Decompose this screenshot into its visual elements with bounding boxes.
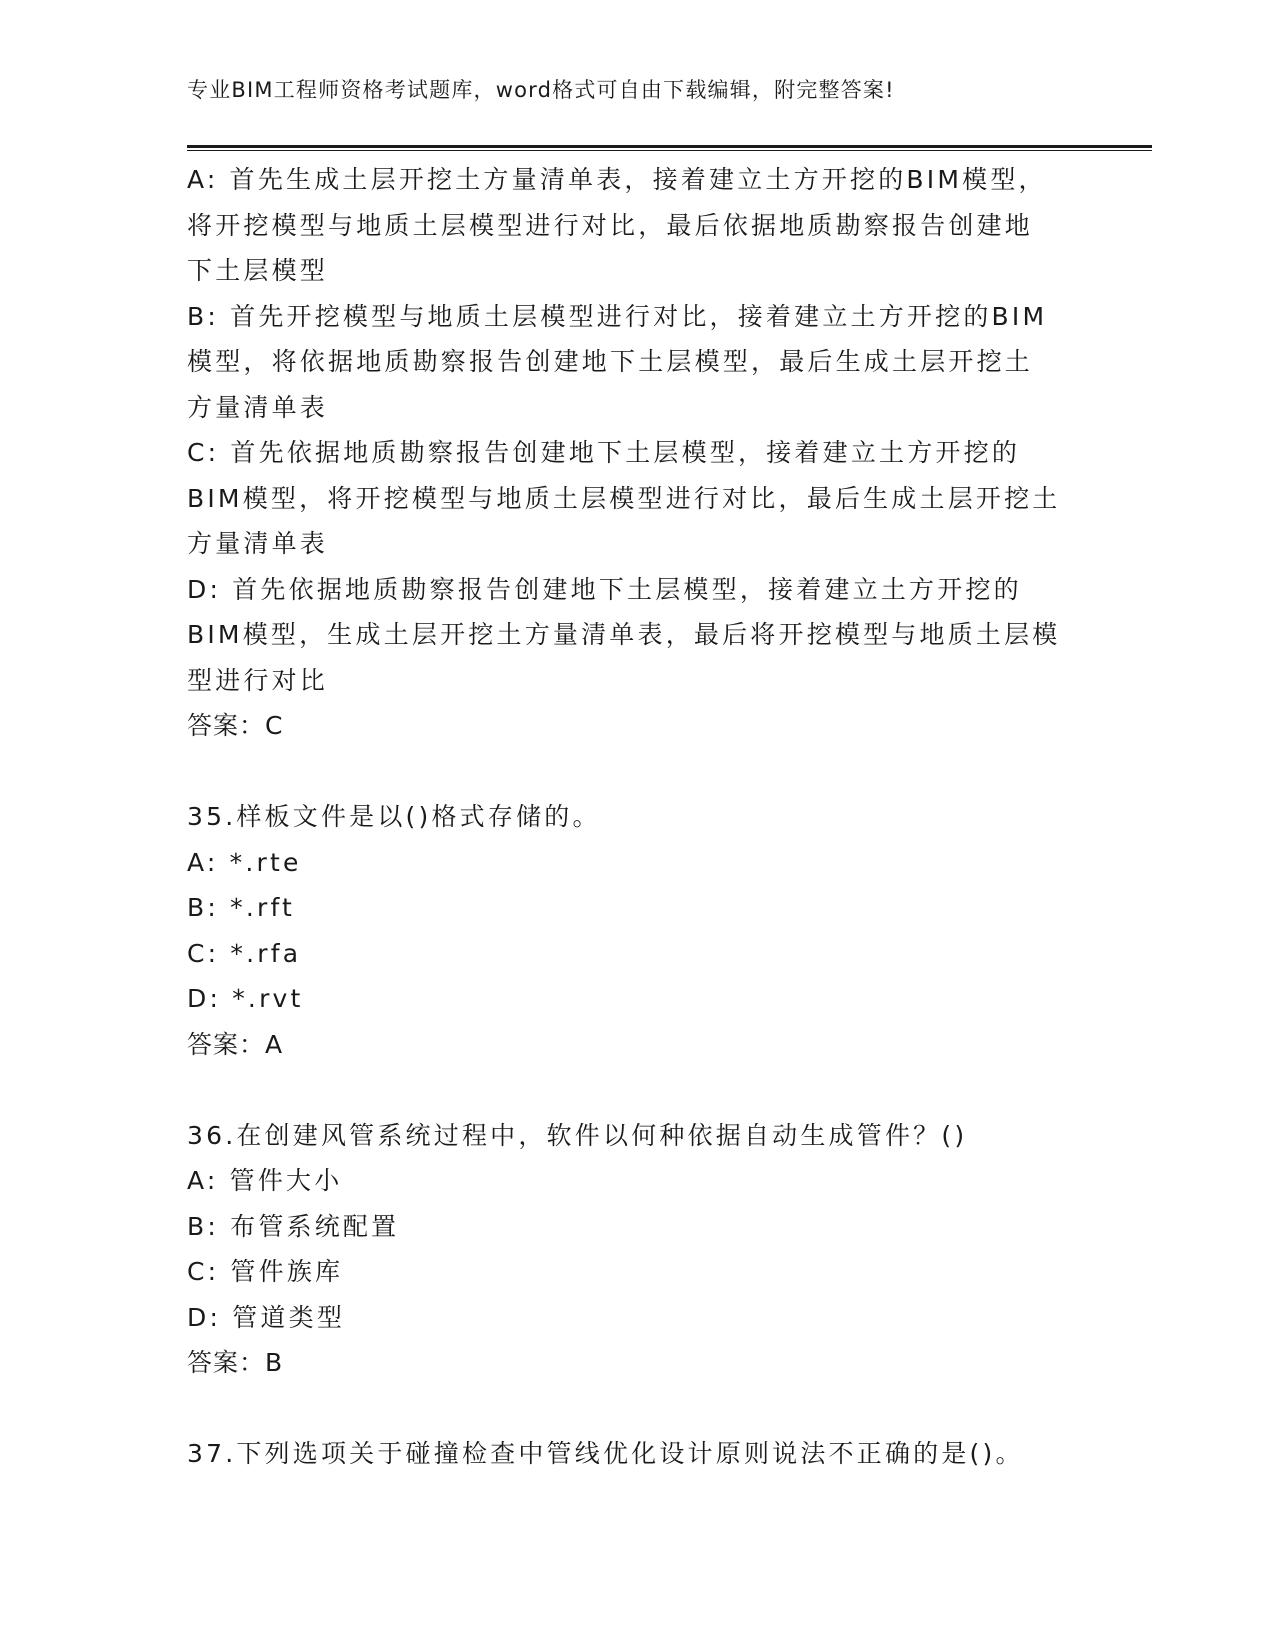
header-divider <box>187 145 1152 151</box>
option-line: 方量清单表 <box>187 529 329 558</box>
option-a: A: *.rte <box>187 847 302 877</box>
block-gap <box>187 1386 1087 1432</box>
option-line: 将开挖模型与地质土层模型进行对比，最后依据地质勘察报告创建地 <box>187 210 1034 240</box>
option-line: 型进行对比 <box>187 665 329 695</box>
option-line: 模型，将依据地质勘察报告创建地下土层模型，最后生成土层开挖土 <box>187 347 1034 376</box>
header-divider-thick <box>187 145 1152 148</box>
answer-line: 答案：C <box>187 711 284 740</box>
question-block-34 <box>187 157 1087 749</box>
option-line: 方量清单表 <box>187 392 329 422</box>
question-content <box>187 157 1087 1477</box>
question-stem: 35.样板文件是以()格式存储的。 <box>187 802 601 831</box>
option-line: BIM模型，将开挖模型与地质土层模型进行对比，最后生成土层开挖土 <box>187 483 1061 513</box>
question-block-37 <box>187 1431 1087 1477</box>
option-a: A: 管件大小 <box>187 1166 343 1195</box>
page-header: 专业BIM工程师资格考试题库，word格式可自由下载编辑，附完整答案! <box>187 78 895 102</box>
block-gap <box>187 1067 1087 1113</box>
option-line: C: 首先依据地质勘察报告创建地下土层模型，接着建立土方开挖的 <box>187 438 1021 467</box>
option-line: B: 首先开挖模型与地质土层模型进行对比，接着建立土方开挖的BIM <box>187 301 1048 331</box>
option-line: 下土层模型 <box>187 256 329 285</box>
option-line: BIM模型，生成土层开挖土方量清单表，最后将开挖模型与地质土层模 <box>187 620 1061 649</box>
option-d: D: *.rvt <box>187 984 304 1013</box>
question-block-36 <box>187 1113 1087 1386</box>
option-line: A: 首先生成土层开挖土方量清单表，接着建立土方开挖的BIM模型， <box>187 165 1047 194</box>
answer-line: 答案：A <box>187 1029 284 1059</box>
option-c: C: *.rfa <box>187 938 302 968</box>
header-divider-thin <box>187 150 1152 151</box>
question-block-35 <box>187 794 1087 1067</box>
option-line: D: 首先依据地质勘察报告创建地下土层模型，接着建立土方开挖的 <box>187 574 1022 604</box>
answer-line: 答案：B <box>187 1348 284 1377</box>
option-c: C: 管件族库 <box>187 1257 344 1286</box>
option-b: B: *.rft <box>187 893 296 922</box>
option-b: B: 布管系统配置 <box>187 1211 400 1241</box>
question-stem: 37.下列选项关于碰撞检查中管线优化设计原则说法不正确的是()。 <box>187 1439 1024 1468</box>
block-gap <box>187 749 1087 795</box>
question-stem: 36.在创建风管系统过程中，软件以何种依据自动生成管件？() <box>187 1120 968 1150</box>
option-d: D: 管道类型 <box>187 1302 346 1332</box>
